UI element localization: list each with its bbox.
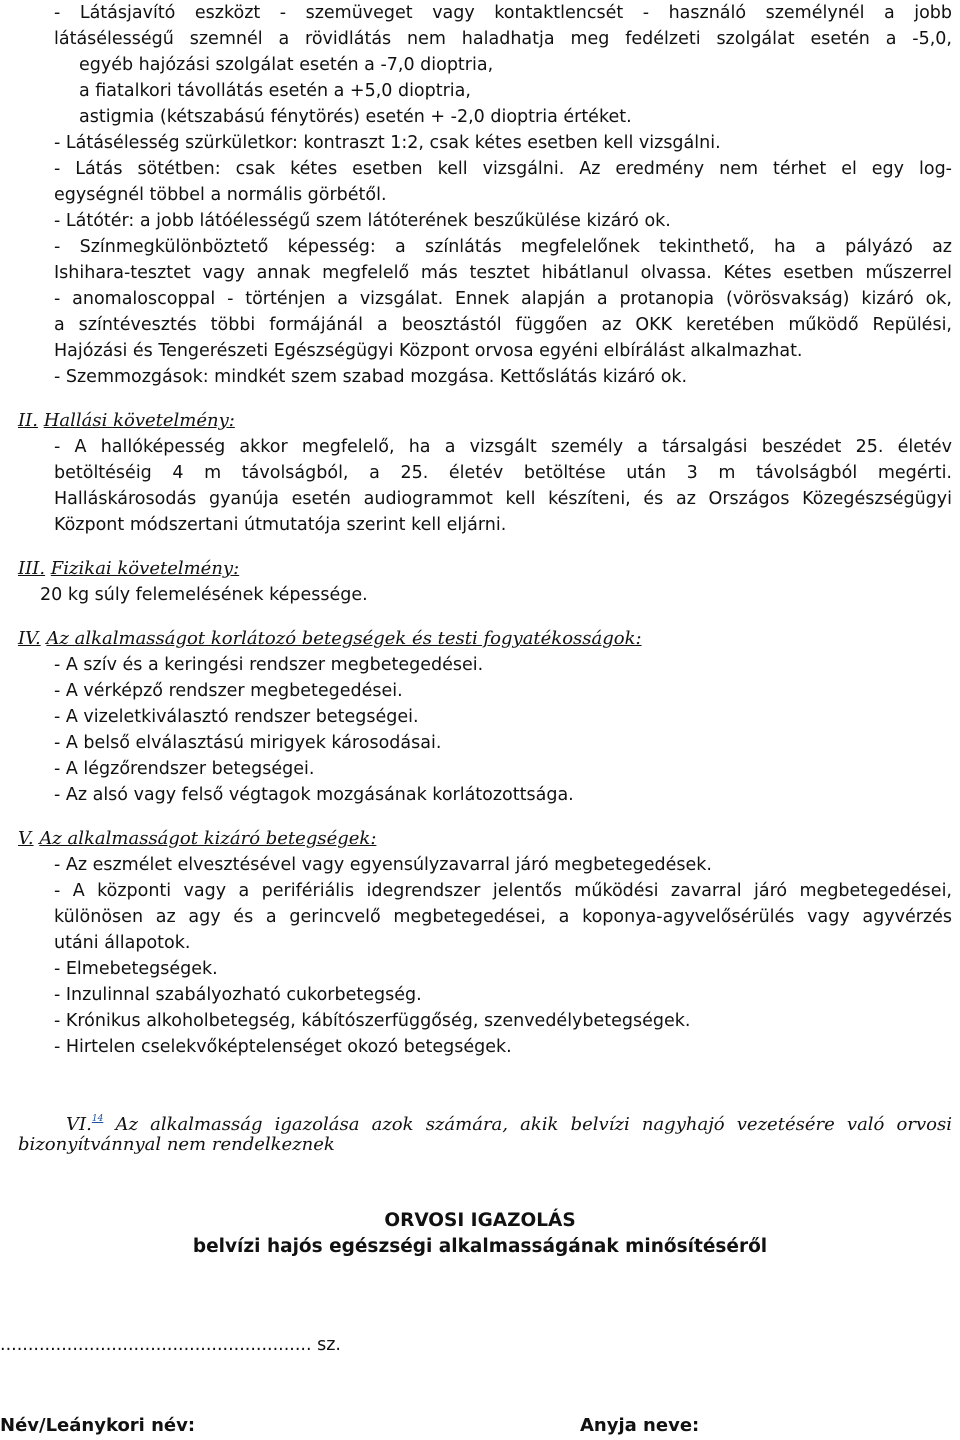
text-line: betöltéséig 4 m távolságból, a 25. életév betöltése után 3 m távolságból megérti. [54, 463, 952, 483]
section-heading-limiting-diseases [18, 626, 642, 652]
section-heading-excluding-diseases [18, 826, 376, 852]
list-item: - Krónikus alkoholbetegség, kábítószerfüggőség, szenvedélybetegségek. [54, 1011, 691, 1031]
section-title: Az alkalmasságot kizáró betegségek: [39, 828, 377, 849]
text-line: Hajózási és Tengerészeti Egészségügyi Központ orvosa egyéni elbírálást alkalmazhat. [54, 341, 803, 361]
list-item: - Az eszmélet elvesztésével vagy egyensúlyzavarral járó megbetegedések. [54, 855, 712, 875]
text-line: - Szemmozgások: mindkét szem szabad mozgása. Kettőslátás kizáró ok. [54, 367, 688, 387]
text-line: - A hallóképesség akkor megfelelő, ha a vizsgált személy a társalgási beszédet 25. életév [54, 437, 952, 457]
list-item: - Az alsó vagy felső végtagok mozgásának korlátozottsága. [54, 785, 574, 805]
section-title: Hallási követelmény: [43, 410, 235, 431]
text-line: - anomaloscoppal - történjen a vizsgálat. Ennek alapján a protanopia (vörösvakság) kizáró ok, [54, 289, 952, 309]
text-line: astigmia (kétszabású fénytörés) esetén + -2,0 dioptria értéket. [79, 107, 632, 127]
section-title: bizonyítvánnyal nem rendelkeznek [18, 1134, 335, 1155]
text-line: Halláskárosodás gyanúja esetén audiogrammot kell készíteni, és az Országos Közegészségügyi [54, 489, 952, 509]
section-number: III. [18, 558, 46, 579]
section-number: IV. [18, 628, 41, 649]
text-line: egyéb hajózási szolgálat esetén a -7,0 dioptria, [79, 55, 494, 75]
text-line: - Látótér: a jobb látóélességű szem látóterének beszűkülése kizáró ok. [54, 211, 671, 231]
list-item: - A vérképző rendszer megbetegedései. [54, 681, 403, 701]
text-line: a fiatalkori távollátás esetén a +5,0 dioptria, [79, 81, 471, 101]
certificate-title: ORVOSI IGAZOLÁS [384, 1210, 576, 1231]
list-item: - A légzőrendszer betegségei. [54, 759, 315, 779]
section-heading-certification-cont [18, 1132, 335, 1158]
list-item: - Inzulinnal szabályozható cukorbetegség. [54, 985, 422, 1005]
mother-name-label: Anyja neve: [580, 1415, 700, 1436]
section-title: Az alkalmasság igazolása azok számára, akik belvízi nagyhajó vezetésére való orvosi [115, 1114, 952, 1135]
text-line: a színtévesztés többi formájánál a beosztástól függően az OKK keretében működő Repülési, [54, 315, 952, 335]
list-item: - A vizeletkiválasztó rendszer betegségei. [54, 707, 419, 727]
text-line: Központ módszertani útmutatója szerint kell eljárni. [54, 515, 507, 535]
list-item: - A központi vagy a perifériális idegrendszer jelentős működési zavarral járó megbetegedései, [54, 881, 952, 901]
section-title: Fizikai követelmény: [50, 558, 240, 579]
name-label: Név/Leánykori név: [0, 1415, 196, 1436]
text-line: - Színmegkülönböztető képesség: a színlátás megfelelőnek tekinthető, ha a pályázó az [54, 237, 952, 257]
section-number: VI. [66, 1114, 92, 1135]
text-line: egységnél többel a normális görbétől. [54, 185, 387, 205]
text-line: - Látás sötétben: csak kétes esetben kell vizsgálni. Az eredmény nem térhet el egy log- [54, 159, 952, 179]
footnote-link[interactable]: 14 [91, 1114, 104, 1124]
section-heading-hearing [18, 408, 235, 434]
certificate-subtitle: belvízi hajós egészségi alkalmasságának minősítéséről [192, 1236, 768, 1257]
text-line: 20 kg súly felemelésének képessége. [40, 585, 368, 605]
section-number: V. [18, 828, 34, 849]
list-item: utáni állapotok. [54, 933, 191, 953]
section-title: Az alkalmasságot korlátozó betegségek és testi fogyatékosságok: [46, 628, 642, 649]
list-item: - A belső elválasztású mirigyek károsodásai. [54, 733, 442, 753]
text-line: Ishihara-tesztet vagy annak megfelelő más tesztet hibátlanul olvassa. Kétes esetben műszerrel [54, 263, 952, 283]
text-line: látásélességű szemnél a rövidlátás nem haladhatja meg fedélzeti szolgálat esetén a -5,0, [54, 29, 952, 49]
list-item: - A szív és a keringési rendszer megbetegedései. [54, 655, 484, 675]
list-item: különösen az agy és a gerincvelő megbetegedései, a koponya-agyvelősérülés vagy agyvérzés [54, 907, 952, 927]
text-line: - Látásélesség szürkületkor: kontraszt 1:2, csak kétes esetben kell vizsgálni. [54, 133, 721, 153]
text-line: - Látásjavító eszközt - szemüveget vagy kontaktlencsét - használó személynél a jobb [54, 3, 952, 23]
list-item: - Elmebetegségek. [54, 959, 218, 979]
section-heading-physical [18, 556, 239, 582]
section-number: II. [18, 410, 38, 431]
certificate-number-field: ........................................................ sz. [0, 1335, 341, 1355]
list-item: - Hirtelen cselekvőképtelenséget okozó betegségek. [54, 1037, 512, 1057]
